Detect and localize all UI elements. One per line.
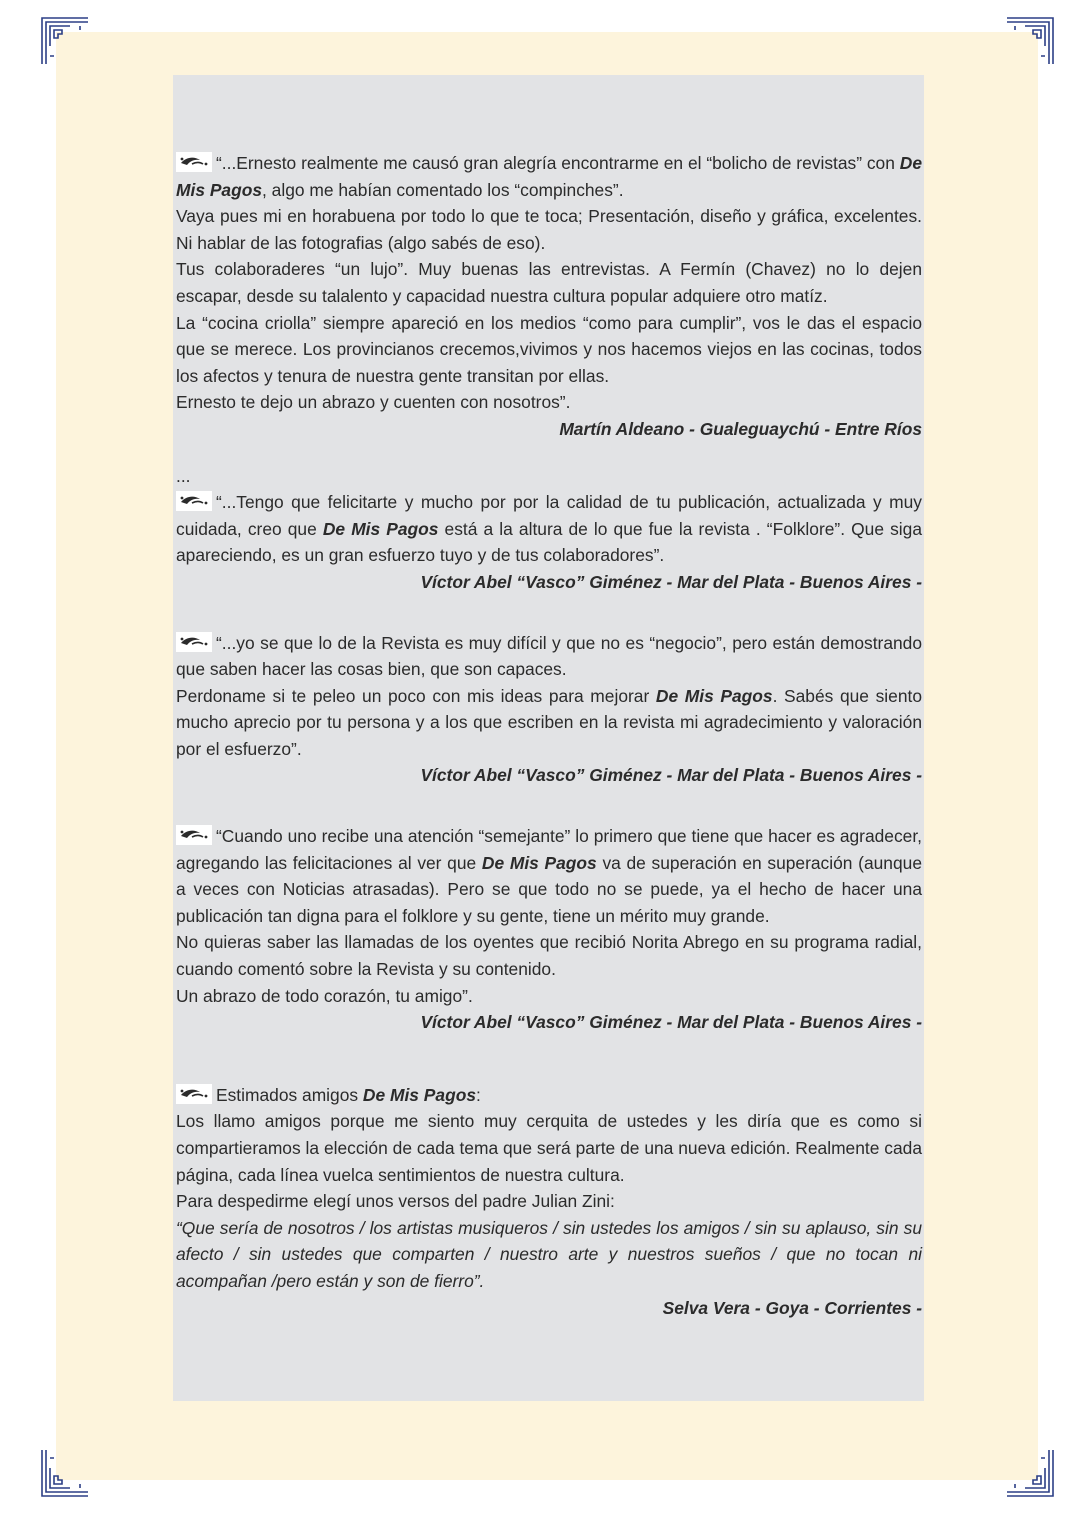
letters-content bbox=[176, 150, 922, 1321]
letter-paragraph bbox=[176, 823, 922, 929]
verse-quote bbox=[176, 1215, 922, 1295]
corner-ornament-icon bbox=[40, 16, 90, 66]
letter-signature: Víctor Abel “Vasco” Giménez - Mar del Plata - Buenos Aires - bbox=[420, 1012, 922, 1033]
text-run: va de superación en superación (aunque a veces con Noticias atrasadas). Pero se que todo no se puede, ya el hecho de hacer una publicación tan digna para el folklore y su gente, tiene un mérito muy grande. bbox=[176, 852, 922, 926]
letter-paragraph bbox=[176, 1188, 922, 1215]
text-run: Los llamo amigos porque me siento muy cerquita de ustedes y les diría que es como si compartieramos la elección de cada tema que será parte de una nueva edición. Realmente cada página, cada línea vuelca sentimientos de nuestra cultura. bbox=[176, 1111, 922, 1185]
magazine-name: De Mis Pagos bbox=[655, 685, 773, 706]
letter-signature: Víctor Abel “Vasco” Giménez - Mar del Plata - Buenos Aires - bbox=[420, 571, 922, 592]
magazine-name: De Mis Pagos bbox=[481, 852, 597, 873]
letter-paragraph bbox=[176, 1108, 922, 1188]
text-run: “...Tengo que felicitarte y mucho por por la calidad de tu publicación, actualizada y muy cuidada, creo que bbox=[176, 492, 922, 539]
text-run: “...Ernesto realmente me causó gran alegría encontrarme en el “bolicho de revistas” con bbox=[216, 153, 900, 173]
letter-paragraph bbox=[176, 1082, 922, 1109]
section-gap bbox=[176, 443, 922, 463]
quill-icon bbox=[176, 491, 212, 511]
letter-paragraph bbox=[176, 150, 922, 203]
letter-paragraph bbox=[176, 683, 922, 763]
section-gap bbox=[176, 1036, 922, 1082]
letter-entry bbox=[176, 150, 922, 443]
text-run: Tus colaboraderes “un lujo”. Muy buenas las entrevistas. A Fermín (Chavez) no lo dejen escapar, desde su talalento y capacidad nuestra cultura popular adquiere otro matíz. bbox=[176, 259, 922, 306]
magazine-name: De Mis Pagos bbox=[322, 518, 439, 539]
letter-paragraph bbox=[176, 929, 922, 982]
text-run: “...yo se que lo de la Revista es muy difícil y que no es “negocio”, pero están demostrando que saben hacer las cosas bien, que son capaces. bbox=[176, 632, 922, 680]
letter-paragraph bbox=[176, 203, 922, 256]
text-run: Vaya pues mi en horabuena por todo lo que te toca; Presentación, diseño y gráfica, excelentes. Ni hablar de las fotografias (algo sabés de eso). bbox=[176, 206, 922, 253]
corner-ornament-icon bbox=[40, 1448, 90, 1498]
letter-entry bbox=[176, 630, 922, 790]
text-run: , algo me habían comentado los “compinches”. bbox=[262, 179, 624, 200]
text-run: : bbox=[476, 1084, 481, 1105]
letter-signature: Víctor Abel “Vasco” Giménez - Mar del Plata - Buenos Aires - bbox=[420, 765, 922, 786]
text-run: Estimados amigos bbox=[216, 1084, 363, 1105]
text-run: La “cocina criolla” siempre apareció en los medios “como para cumplir”, vos le das el espacio que se merece. Los provincianos crecemos,vivimos y nos hacemos viejos en las cocinas, todos los afectos y tenura de nuestra gente transitan por ellas. bbox=[176, 312, 922, 386]
corner-ornament-icon bbox=[1005, 1448, 1055, 1498]
letter-signature: Martín Aldeano - Gualeguaychú - Entre Ríos bbox=[559, 418, 922, 439]
text-run: está a la altura de lo que fue la revista . “Folklore”. Que siga apareciendo, es un gran esfuerzo tuyo y de tus colaboradores”. bbox=[176, 518, 923, 566]
letter-signature: Selva Vera - Goya - Corrientes - bbox=[662, 1297, 922, 1318]
quill-icon bbox=[176, 632, 212, 652]
magazine-name: De Mis Pagos bbox=[176, 153, 922, 200]
letter-entry bbox=[176, 463, 922, 596]
section-gap bbox=[176, 596, 922, 630]
corner-ornament-icon bbox=[1005, 16, 1055, 66]
text-run: “Que sería de nosotros / los artistas musiqueros / sin ustedes los amigos / sin su aplauso, sin su afecto / sin ustedes que comparten / nuestro arte y nuestros sueños / que no tocan ni acompañan /pero están y son de fierro”. bbox=[176, 1217, 922, 1291]
ellipsis-line: ... bbox=[176, 465, 191, 486]
text-run: “Cuando uno recibe una atención “semejante” lo primero que tiene que hacer es agradecer, agregando las felicitaciones al ver que bbox=[176, 826, 922, 873]
text-run: . Sabés que siento mucho aprecio por tu persona y a los que escriben en la revista mi agradecimiento y valoración por el esfuerzo”. bbox=[176, 685, 923, 759]
text-run: No quieras saber las llamadas de los oyentes que recibió Norita Abrego en su programa radial, cuando comentó sobre la Revista y su contenido. bbox=[176, 932, 922, 980]
letter-paragraph bbox=[176, 489, 922, 569]
letter-paragraph bbox=[176, 389, 922, 416]
text-run: Ernesto te dejo un abrazo y cuenten con nosotros”. bbox=[176, 392, 571, 413]
letter-paragraph bbox=[176, 983, 922, 1010]
quill-icon bbox=[176, 825, 212, 845]
letter-paragraph bbox=[176, 630, 922, 683]
letter-paragraph bbox=[176, 310, 922, 390]
letter-paragraph bbox=[176, 256, 922, 309]
text-run: Perdoname si te peleo un poco con mis ideas para mejorar bbox=[176, 685, 656, 706]
text-run: Un abrazo de todo corazón, tu amigo”. bbox=[176, 985, 473, 1006]
letter-entry bbox=[176, 823, 922, 1036]
text-run: Para despedirme elegí unos versos del padre Julian Zini: bbox=[176, 1191, 615, 1212]
section-gap bbox=[176, 789, 922, 823]
magazine-name: De Mis Pagos bbox=[362, 1084, 476, 1105]
quill-icon bbox=[176, 1084, 212, 1104]
letter-entry bbox=[176, 1082, 922, 1321]
quill-icon bbox=[176, 152, 212, 172]
